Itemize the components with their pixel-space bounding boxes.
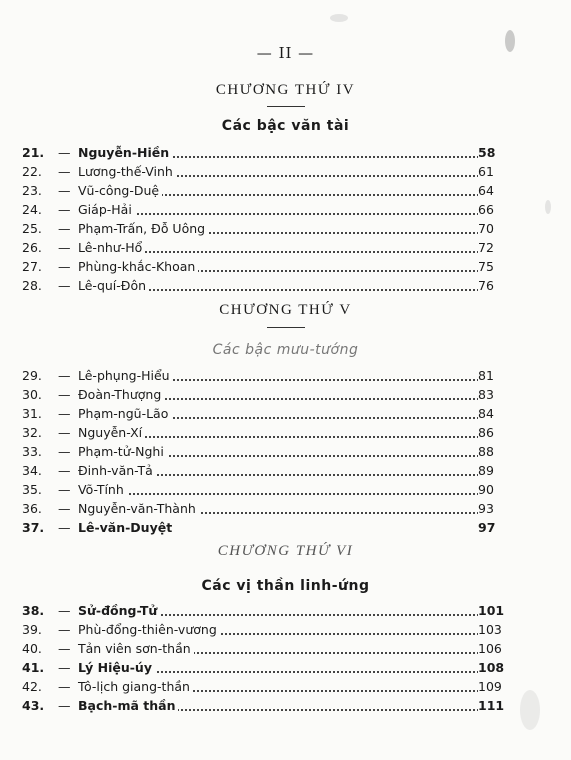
toc-entry[interactable]: [0, 698, 571, 716]
entry-number: 26.: [22, 240, 42, 255]
entry-title: Lê-quí-Đôn: [78, 278, 149, 293]
chapter-heading-v: CHƯƠNG THỨ V: [219, 302, 352, 318]
entry-page: 103: [478, 622, 506, 637]
entry-number: 33.: [22, 444, 42, 459]
entry-page: 66: [478, 202, 506, 217]
entry-page: 81: [478, 368, 506, 383]
toc-entry[interactable]: [0, 368, 571, 386]
entry-title: Đoàn-Thượng: [78, 387, 164, 402]
entry-page: 111: [478, 698, 505, 713]
entry-title: Lê-phụng-Hiểu: [78, 368, 173, 383]
toc-entry[interactable]: [0, 444, 571, 462]
dot-leader: [78, 213, 491, 215]
entry-dash: —: [58, 202, 71, 217]
entry-dash: —: [58, 368, 71, 383]
entry-title: Nguyễn-Xí: [78, 425, 145, 440]
entry-dash: —: [58, 482, 71, 497]
entry-title: Đinh-văn-Tả: [78, 463, 156, 478]
entry-page: 106: [478, 641, 506, 656]
toc-entry[interactable]: [0, 641, 571, 659]
entry-number: 41.: [22, 660, 45, 675]
entry-page: 70: [478, 221, 506, 236]
entry-dash: —: [58, 164, 71, 179]
entry-dash: —: [58, 698, 71, 713]
entry-page: 58: [478, 145, 506, 160]
toc-entry[interactable]: [0, 387, 571, 405]
entry-dash: —: [58, 622, 71, 637]
section-title-vi: Các vị thần linh-ứng: [201, 578, 370, 594]
scan-blemish: [330, 14, 348, 22]
entry-dash: —: [58, 221, 71, 236]
scan-blemish: [545, 200, 551, 214]
entry-number: 38.: [22, 603, 45, 618]
entry-number: 31.: [22, 406, 42, 421]
entry-dash: —: [58, 183, 71, 198]
entry-dash: —: [58, 501, 71, 516]
entry-dash: —: [58, 520, 71, 535]
entry-number: 23.: [22, 183, 42, 198]
entry-page: 88: [478, 444, 506, 459]
page-folio: — II —: [256, 44, 315, 62]
entry-title: Phạm-ngũ-Lão: [78, 406, 171, 421]
entry-title: Nguyễn-Hiền: [78, 145, 172, 160]
entry-page: 86: [478, 425, 506, 440]
toc-entry[interactable]: [0, 202, 571, 220]
entry-number: 22.: [22, 164, 42, 179]
entry-page: 61: [478, 164, 506, 179]
toc-entry[interactable]: [0, 679, 571, 697]
entry-page: 76: [478, 278, 506, 293]
toc-entry[interactable]: [0, 603, 571, 621]
entry-page: 90: [478, 482, 506, 497]
toc-entry[interactable]: [0, 259, 571, 277]
entry-dash: —: [58, 679, 71, 694]
entry-number: 40.: [22, 641, 42, 656]
toc-entry[interactable]: [0, 501, 571, 519]
entry-title: Phùng-khắc-Khoan: [78, 259, 198, 274]
entry-number: 29.: [22, 368, 42, 383]
section-title-v: Các bậc mưu-tướng: [212, 342, 359, 358]
entry-dash: —: [58, 603, 71, 618]
entry-title: Võ-Tính: [78, 482, 127, 497]
chapter-rule: [267, 327, 305, 328]
entry-page: 101: [478, 603, 505, 618]
entry-title: Bạch-mã thần: [78, 698, 178, 713]
entry-title: Tản viên sơn-thần: [78, 641, 194, 656]
chapter-heading-vi: CHƯƠNG THỨ VI: [217, 543, 354, 559]
entry-number: 42.: [22, 679, 42, 694]
entry-title: Sử-đồng-Tử: [78, 603, 160, 618]
toc-entry[interactable]: [0, 145, 571, 163]
scan-blemish: [520, 690, 540, 730]
entry-title: Phạm-tử-Nghi: [78, 444, 167, 459]
entry-number: 27.: [22, 259, 42, 274]
entry-title: Lý Hiệu-úy: [78, 660, 155, 675]
entry-page: 72: [478, 240, 506, 255]
entry-number: 34.: [22, 463, 42, 478]
entry-number: 35.: [22, 482, 42, 497]
entry-title: Vũ-công-Duệ: [78, 183, 162, 198]
entry-dash: —: [58, 641, 71, 656]
entry-number: 39.: [22, 622, 42, 637]
section-title-iv: Các bậc văn tài: [221, 118, 350, 134]
entry-number: 25.: [22, 221, 42, 236]
entry-dash: —: [58, 145, 71, 160]
entry-page: 83: [478, 387, 506, 402]
entry-page: 64: [478, 183, 506, 198]
entry-dash: —: [58, 387, 71, 402]
toc-entry[interactable]: [0, 406, 571, 424]
entry-dash: —: [58, 406, 71, 421]
toc-entry[interactable]: [0, 164, 571, 182]
entry-number: 30.: [22, 387, 42, 402]
entry-dash: —: [58, 278, 71, 293]
entry-title: Phù-đổng-thiên-vương: [78, 622, 220, 637]
entry-page: 75: [478, 259, 506, 274]
entry-number: 21.: [22, 145, 45, 160]
entry-title: Lương-thế-Vinh: [78, 164, 176, 179]
toc-entry[interactable]: [0, 622, 571, 640]
entry-page: 108: [478, 660, 505, 675]
entry-title: Nguyễn-văn-Thành: [78, 501, 199, 516]
entry-page: 93: [478, 501, 506, 516]
entry-dash: —: [58, 660, 71, 675]
entry-dash: —: [58, 463, 71, 478]
toc-entry[interactable]: [0, 463, 571, 481]
entry-number: 36.: [22, 501, 42, 516]
entry-title: Phạm-Trấn, Đỗ Uông: [78, 221, 208, 236]
entry-title: Tô-lịch giang-thần: [78, 679, 193, 694]
toc-entry[interactable]: [0, 425, 571, 443]
toc-entry[interactable]: [0, 278, 571, 296]
entry-page: 109: [478, 679, 506, 694]
entry-title: Lê-văn-Duyệt: [78, 520, 175, 535]
entry-dash: —: [58, 425, 71, 440]
chapter-heading-iv: CHƯƠNG THỨ IV: [215, 82, 356, 98]
entry-dash: —: [58, 240, 71, 255]
chapter-rule: [267, 106, 305, 107]
entry-number: 24.: [22, 202, 42, 217]
scan-blemish: [505, 30, 515, 52]
entry-title: Lê-như-Hổ: [78, 240, 145, 255]
entry-page: 84: [478, 406, 506, 421]
entry-page: 97: [478, 520, 506, 535]
entry-page: 89: [478, 463, 506, 478]
entry-number: 43.: [22, 698, 45, 713]
dot-leader: [78, 493, 491, 495]
entry-dash: —: [58, 259, 71, 274]
toc-entry[interactable]: [0, 240, 571, 258]
toc-entry[interactable]: [0, 221, 571, 239]
entry-number: 37.: [22, 520, 45, 535]
entry-number: 32.: [22, 425, 42, 440]
toc-entry[interactable]: [0, 660, 571, 678]
toc-entry[interactable]: [0, 183, 571, 201]
toc-entry[interactable]: [0, 520, 571, 538]
entry-dash: —: [58, 444, 71, 459]
entry-number: 28.: [22, 278, 42, 293]
toc-entry[interactable]: [0, 482, 571, 500]
entry-title: Giáp-Hải: [78, 202, 135, 217]
